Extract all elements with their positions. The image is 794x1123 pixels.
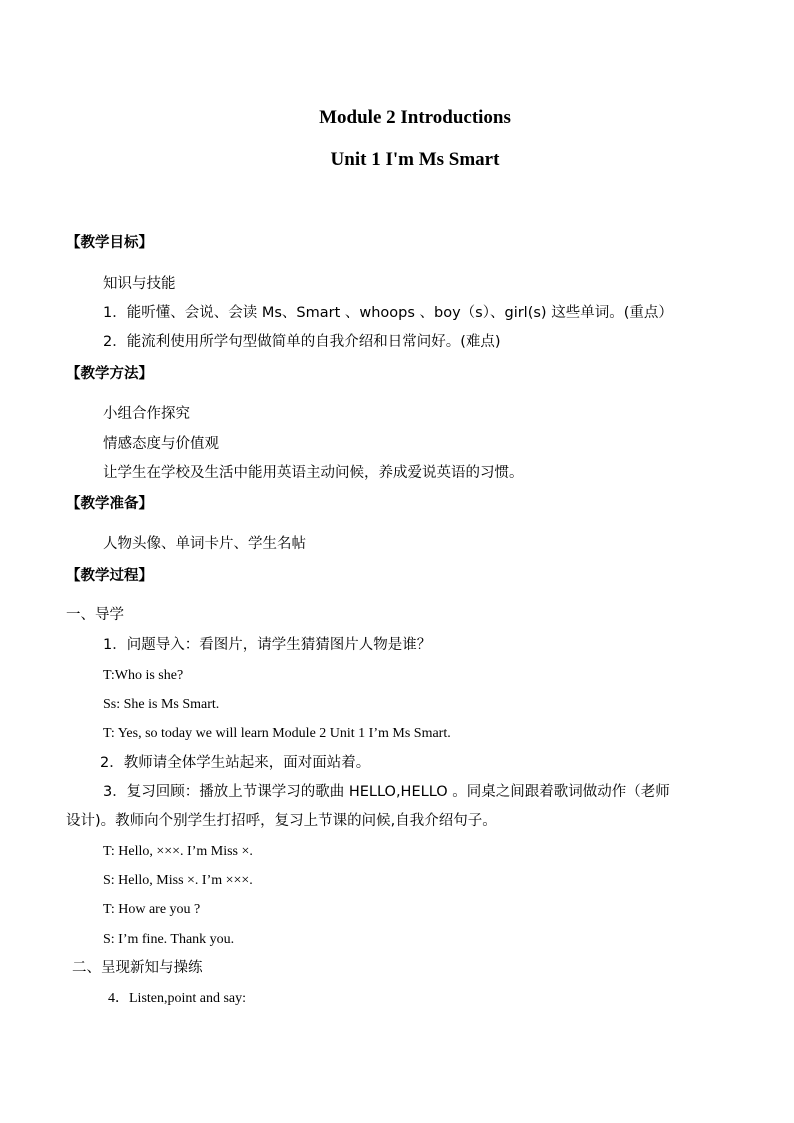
dialogue-line-6: T: How are you ?: [103, 902, 201, 917]
goal-knowledge: 知识与技能: [103, 276, 176, 292]
process-step-2: 2．教师请全体学生站起来，面对面站着。: [100, 755, 371, 771]
process-step-4: 4．Listen,point and say:: [108, 991, 247, 1006]
dialogue-line-4: T: Hello, ×××. I’m Miss ×.: [103, 844, 253, 859]
dialogue-line-1: T:Who is she?: [103, 668, 184, 683]
unit-title: Unit 1 I'm Ms Smart: [330, 149, 500, 170]
dialogue-line-2: Ss: She is Ms Smart.: [103, 697, 220, 712]
process-step-3b: 设计)。教师向个别学生打招呼，复习上节课的问候,自我介绍句子。: [66, 813, 497, 829]
prep-line-1: 人物头像、单词卡片、学生名帖: [103, 536, 306, 552]
dialogue-line-5: S: Hello, Miss ×. I’m ×××.: [103, 873, 253, 888]
dialogue-line-3: T: Yes, so today we will learn Module 2 Unit 1 I’m Ms Smart.: [103, 726, 451, 741]
dialogue-line-7: S: I’m fine. Thank you.: [103, 932, 235, 947]
method-line-3: 让学生在学校及生活中能用英语主动问候，养成爱说英语的习惯。: [103, 465, 524, 481]
process-step-1: 1．问题导入：看图片，请学生猜猜图片人物是谁？: [103, 637, 432, 653]
goal-item-1: 1．能听懂、会说、会读 Ms、Smart 、whoops 、boy（s）、girl(s) 这些单词。(重点）: [103, 305, 673, 321]
section-heading-goals: 【教学目标】: [66, 235, 153, 251]
process-part-1: 一、导学: [66, 607, 124, 623]
goal-item-2: 2．能流利使用所学句型做简单的自我介绍和日常问好。(难点): [103, 334, 501, 350]
process-step-3a: 3．复习回顾：播放上节课学习的歌曲 HELLO,HELLO 。同桌之间跟着歌词做动作（老师: [103, 784, 670, 800]
module-title: Module 2 Introductions: [319, 107, 511, 128]
method-line-2: 情感态度与价值观: [103, 436, 219, 452]
section-heading-prep: 【教学准备】: [66, 496, 153, 512]
process-part-2: 二、呈现新知与操练: [72, 960, 203, 976]
section-heading-process: 【教学过程】: [66, 568, 153, 584]
section-heading-methods: 【教学方法】: [66, 366, 153, 382]
method-line-1: 小组合作探究: [103, 406, 190, 422]
